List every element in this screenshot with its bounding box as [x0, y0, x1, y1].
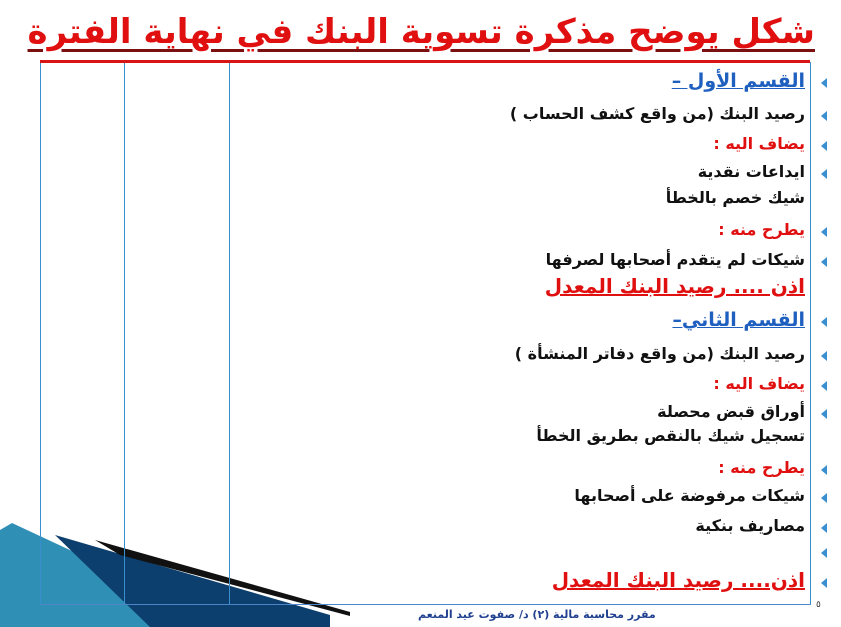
bullet-icon	[821, 381, 827, 391]
bullet-icon	[821, 78, 827, 88]
section2-result: اذن.... رصيد البنك المعدل	[285, 568, 805, 592]
column-divider-3	[229, 62, 230, 605]
column-divider-4	[810, 62, 811, 605]
bullet-icon	[821, 409, 827, 419]
column-divider-1	[40, 62, 41, 605]
bullet-icon	[821, 578, 827, 588]
bullet-icon	[821, 257, 827, 267]
bullet-icon	[821, 227, 827, 237]
section1-heading: القسم الأول –	[285, 70, 805, 92]
section1-add-label: يضاف اليه :	[285, 134, 805, 153]
section2-add-item-2: تسجيل شيك بالنقص بطريق الخطأ	[536, 426, 805, 445]
bullet-icon	[821, 317, 827, 327]
bullet-icon	[821, 111, 827, 121]
section2-heading: القسم الثاني–	[285, 309, 805, 331]
section2-add-item-1: أوراق قبض محصلة	[285, 402, 805, 421]
title-underline-rule	[40, 60, 810, 63]
bullet-icon	[821, 351, 827, 361]
bullet-icon	[821, 493, 827, 503]
section1-result: اذن .... رصيد البنك المعدل	[544, 274, 805, 298]
page-number: ٥	[816, 600, 821, 610]
slide-title: شكل يوضح مذكرة تسوية البنك في نهاية الفترة	[27, 12, 815, 52]
bullet-icon	[821, 169, 827, 179]
bullet-icon	[821, 465, 827, 475]
section2-subtract-item-2: مصاريف بنكية	[285, 516, 805, 535]
section2-balance: رصيد البنك (من واقع دفاتر المنشأة )	[285, 344, 805, 363]
section1-subtract-item-1: شيكات لم يتقدم أصحابها لصرفها	[285, 250, 805, 269]
footer-text: مقرر محاسبة مالية (٢) د/ صفوت عيد المنعم	[418, 608, 656, 621]
bullet-icon	[821, 523, 827, 533]
footer-rule	[40, 604, 810, 605]
section2-add-label: يضاف اليه :	[285, 374, 805, 393]
bullet-icon	[821, 141, 827, 151]
section1-add-item-1: ايداعات نقدية	[285, 162, 805, 181]
section1-add-item-2: شيك خصم بالخطأ	[665, 188, 805, 207]
section1-subtract-label: يطرح منه :	[285, 220, 805, 239]
section2-subtract-item-1: شيكات مرفوضة على أصحابها	[285, 486, 805, 505]
column-divider-2	[124, 62, 125, 605]
bullet-icon	[821, 548, 827, 558]
empty-bullet-row	[285, 542, 805, 562]
section1-balance: رصيد البنك (من واقع كشف الحساب )	[285, 104, 805, 123]
section2-subtract-label: يطرح منه :	[285, 458, 805, 477]
